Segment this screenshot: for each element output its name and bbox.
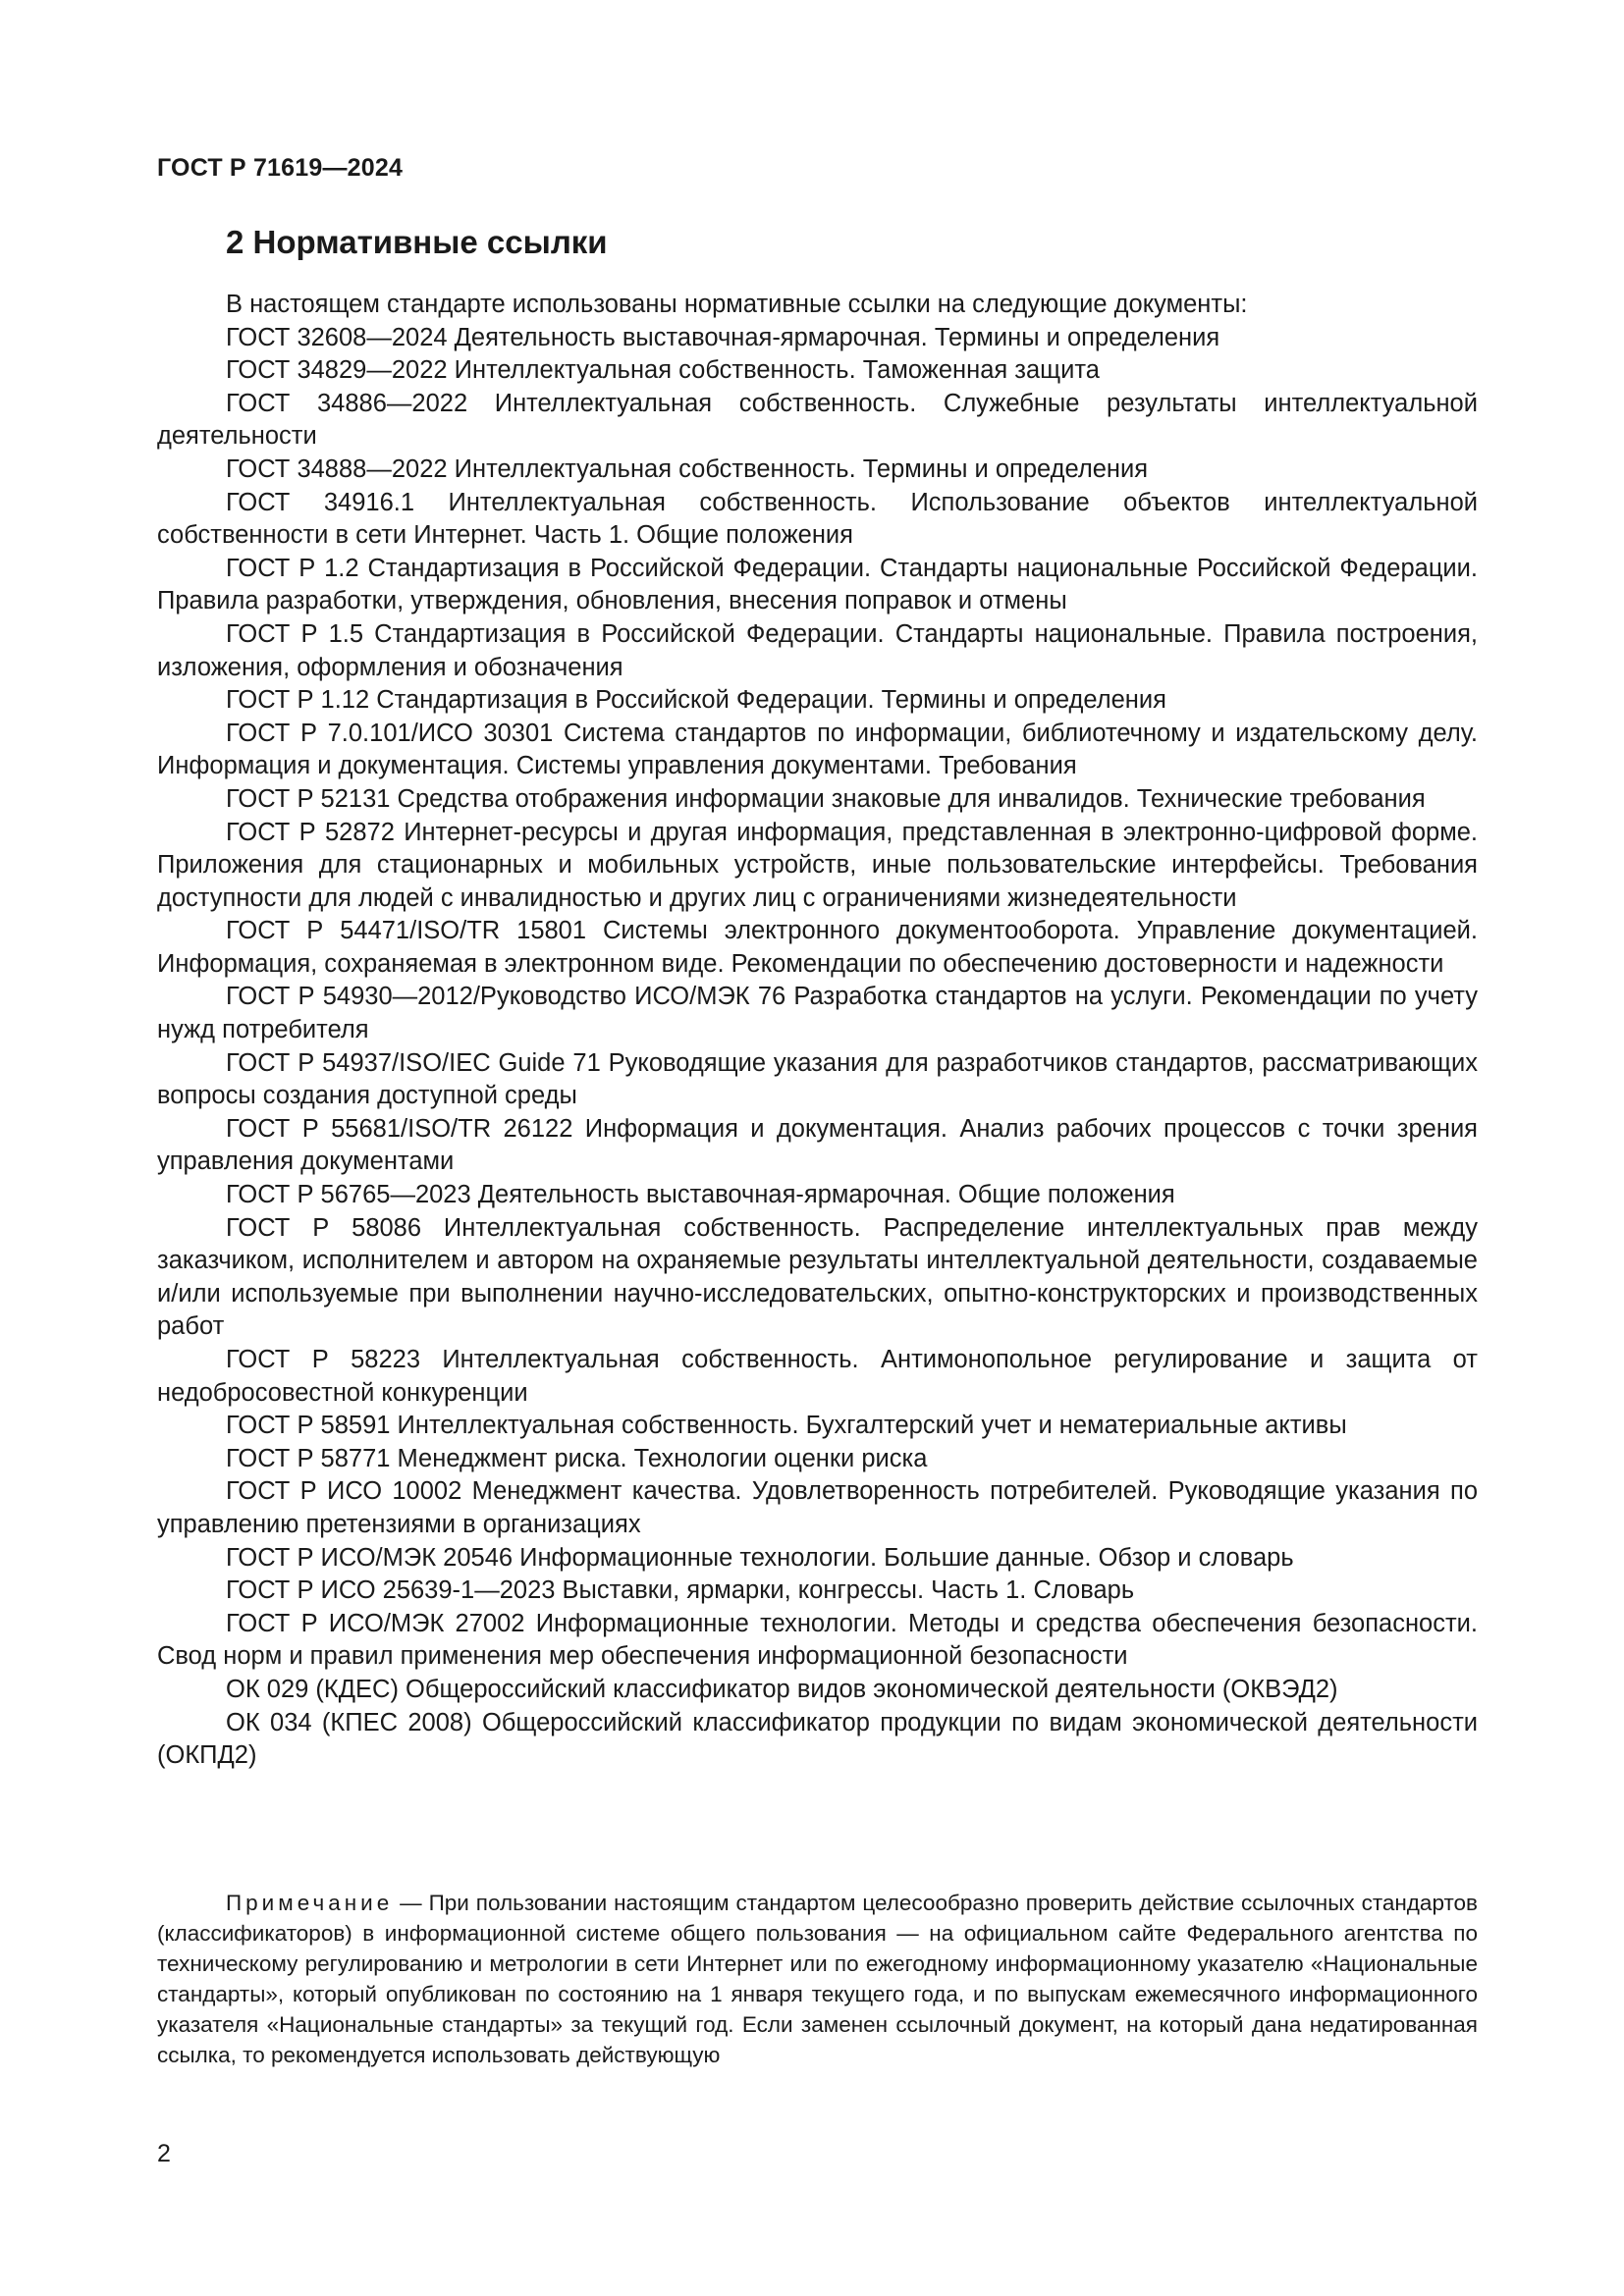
reference-item: ГОСТ Р 55681/ISO/TR 26122 Информация и документация. Анализ рабочих процессов с точки зрения управления документами [157,1114,1478,1176]
reference-item: ГОСТ Р 54937/ISO/IEC Guide 71 Руководящие указания для разработчиков стандартов, рассматривающих вопросы создания доступной среды [157,1048,1478,1110]
reference-item: ГОСТ Р 56765—2023 Деятельность выставочная-ярмарочная. Общие положения [226,1181,1175,1209]
reference-item: ГОСТ Р ИСО 10002 Менеджмент качества. Удовлетворенность потребителей. Руководящие указания по управлению претензиями в организациях [157,1477,1478,1538]
reference-item: ГОСТ Р 58086 Интеллектуальная собственность. Распределение интеллектуальных прав между заказчиком, исполнителем и автором на охраняемые результаты интеллектуальной деятельности, создаваемые и/или используемые при выполнении научно-исследовательских, опытно-конструкторских и производственных работ [157,1213,1478,1341]
reference-item: ГОСТ 32608—2024 Деятельность выставочная-ярмарочная. Термины и определения [226,323,1220,351]
references-body [157,289,1478,1773]
reference-item: ГОСТ Р 1.5 Стандартизация в Российской Федерации. Стандарты национальные. Правила построения, изложения, оформления и обозначения [157,619,1478,681]
reference-item: ОК 029 (КДЕС) Общероссийский классификатор видов экономической деятельности (ОКВЭД2) [226,1675,1338,1703]
reference-item: ГОСТ Р 58591 Интеллектуальная собственность. Бухгалтерский учет и нематериальные активы [226,1412,1347,1440]
reference-item: ГОСТ 34888—2022 Интеллектуальная собственность. Термины и определения [226,454,1149,483]
reference-item: ГОСТ Р ИСО 25639-1—2023 Выставки, ярмарки, конгрессы. Часть 1. Словарь [226,1576,1135,1605]
reference-item: ГОСТ Р 58223 Интеллектуальная собственность. Антимонопольное регулирование и защита от недобросовестной конкуренции [157,1346,1478,1407]
reference-item: ГОСТ Р 52131 Средства отображения информации знаковые для инвалидов. Технические требования [226,784,1426,813]
reference-item: ОК 034 (КПЕС 2008) Общероссийский классификатор продукции по видам экономической деятельности (ОКПД2) [157,1708,1478,1770]
reference-item: ГОСТ Р ИСО/МЭК 27002 Информационные технологии. Методы и средства обеспечения безопасности. Свод норм и правил применения мер обеспечения информационной безопасности [157,1609,1478,1671]
reference-item: ГОСТ Р 7.0.101/ИСО 30301 Система стандартов по информации, библиотечному и издательскому делу. Информация и документация. Системы управления документами. Требования [157,719,1478,780]
note-text: — При пользовании настоящим стандартом целесообразно проверить действие ссылочных стандартов (классификаторов) в информационной системе общего пользования — на официальном сайте Федерального агентства по техническому регулированию и метрологии в сети Интернет или по ежегодному информационному указателю «Национальные стандарты», который опубликован по состоянию на 1 января текущего года, и по выпускам ежемесячного информационного указателя «Национальные стандарты» за текущий год. Если заменен ссылочный документ, на который дана недатированная ссылка, то рекомендуется использовать действующую [157,1891,1478,2067]
reference-item: ГОСТ Р 58771 Менеджмент риска. Технологии оценки риска [226,1444,928,1472]
note-label: Примечание [226,1891,394,1915]
reference-item: ГОСТ Р 1.12 Стандартизация в Российской Федерации. Термины и определения [226,686,1166,715]
reference-item: ГОСТ Р ИСО/МЭК 20546 Информационные технологии. Большие данные. Обзор и словарь [226,1543,1294,1572]
section-title: 2 Нормативные ссылки [226,224,608,260]
reference-item: ГОСТ Р 54930—2012/Руководство ИСО/МЭК 76 Разработка стандартов на услуги. Рекомендации по учету нужд потребителя [157,983,1478,1044]
page-header: ГОСТ Р 71619—2024 [157,154,404,182]
reference-item: ГОСТ 34916.1 Интеллектуальная собственность. Использование объектов интеллектуальной собственности в сети Интернет. Часть 1. Общие положения [157,488,1478,550]
reference-item: ГОСТ Р 54471/ISO/TR 15801 Системы электронного документооборота. Управление документацией. Информация, сохраняемая в электронном виде. Рекомендации по обеспечению достоверности и надежности [157,917,1478,978]
reference-item: ГОСТ 34886—2022 Интеллектуальная собственность. Служебные результаты интеллектуальной деятельности [157,389,1478,451]
reference-item: ГОСТ Р 1.2 Стандартизация в Российской Федерации. Стандарты национальные Российской Федерации. Правила разработки, утверждения, обновления, внесения поправок и отмены [157,554,1478,615]
intro-paragraph: В настоящем стандарте использованы нормативные ссылки на следующие документы: [226,291,1248,318]
reference-item: ГОСТ 34829—2022 Интеллектуальная собственность. Таможенная защита [226,356,1100,385]
note-paragraph [157,1888,1478,2070]
page-number: 2 [157,2140,171,2167]
reference-item: ГОСТ Р 52872 Интернет-ресурсы и другая информация, представленная в электронно-цифровой форме. Приложения для стационарных и мобильных устройств, иные пользовательские интерфейсы. Требования доступности для людей с инвалидностью и других лиц с ограничениями жизнедеятельности [157,818,1478,912]
